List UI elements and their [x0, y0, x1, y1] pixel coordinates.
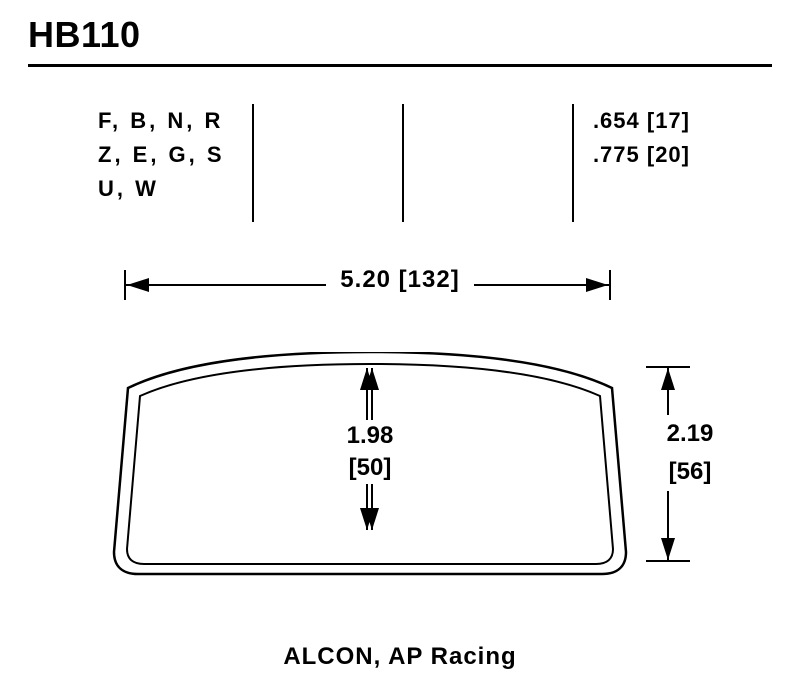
height-dimension-label: [630, 415, 750, 491]
width-dimension-text: 5.20 [132]: [326, 266, 473, 293]
center-arrow-up-icon-2: [365, 368, 379, 390]
center-dimension-inches: 1.98: [310, 420, 430, 452]
height-dimension-mm: [56]: [630, 453, 750, 491]
height-arrow-up-icon: [661, 368, 675, 390]
thickness-value-list: [593, 104, 690, 172]
compound-code-row: Z, E, G, S: [98, 142, 225, 167]
page-title: HB110: [28, 14, 141, 55]
separator-tick: [572, 104, 574, 222]
separator-tick: [402, 104, 404, 222]
compound-code-row: U, W: [98, 176, 159, 201]
height-dimension-inches: 2.19: [630, 415, 750, 453]
center-arrow-down-icon-2: [365, 508, 379, 530]
compound-code-list: [98, 104, 225, 206]
center-dimension-mm: [50]: [310, 452, 430, 484]
width-dimension-label: [0, 266, 800, 294]
title-divider: [28, 64, 772, 67]
compound-code-row: F, B, N, R: [98, 108, 224, 133]
height-arrow-down-icon: [661, 538, 675, 560]
thickness-value-row: .775 [20]: [592, 142, 690, 167]
thickness-value-row: .654 [17]: [592, 108, 690, 133]
height-extension-line-bottom: [646, 560, 690, 562]
manufacturer-caption: ALCON, AP Racing: [283, 643, 517, 670]
center-dimension-label: [310, 420, 430, 484]
separator-tick: [252, 104, 254, 222]
